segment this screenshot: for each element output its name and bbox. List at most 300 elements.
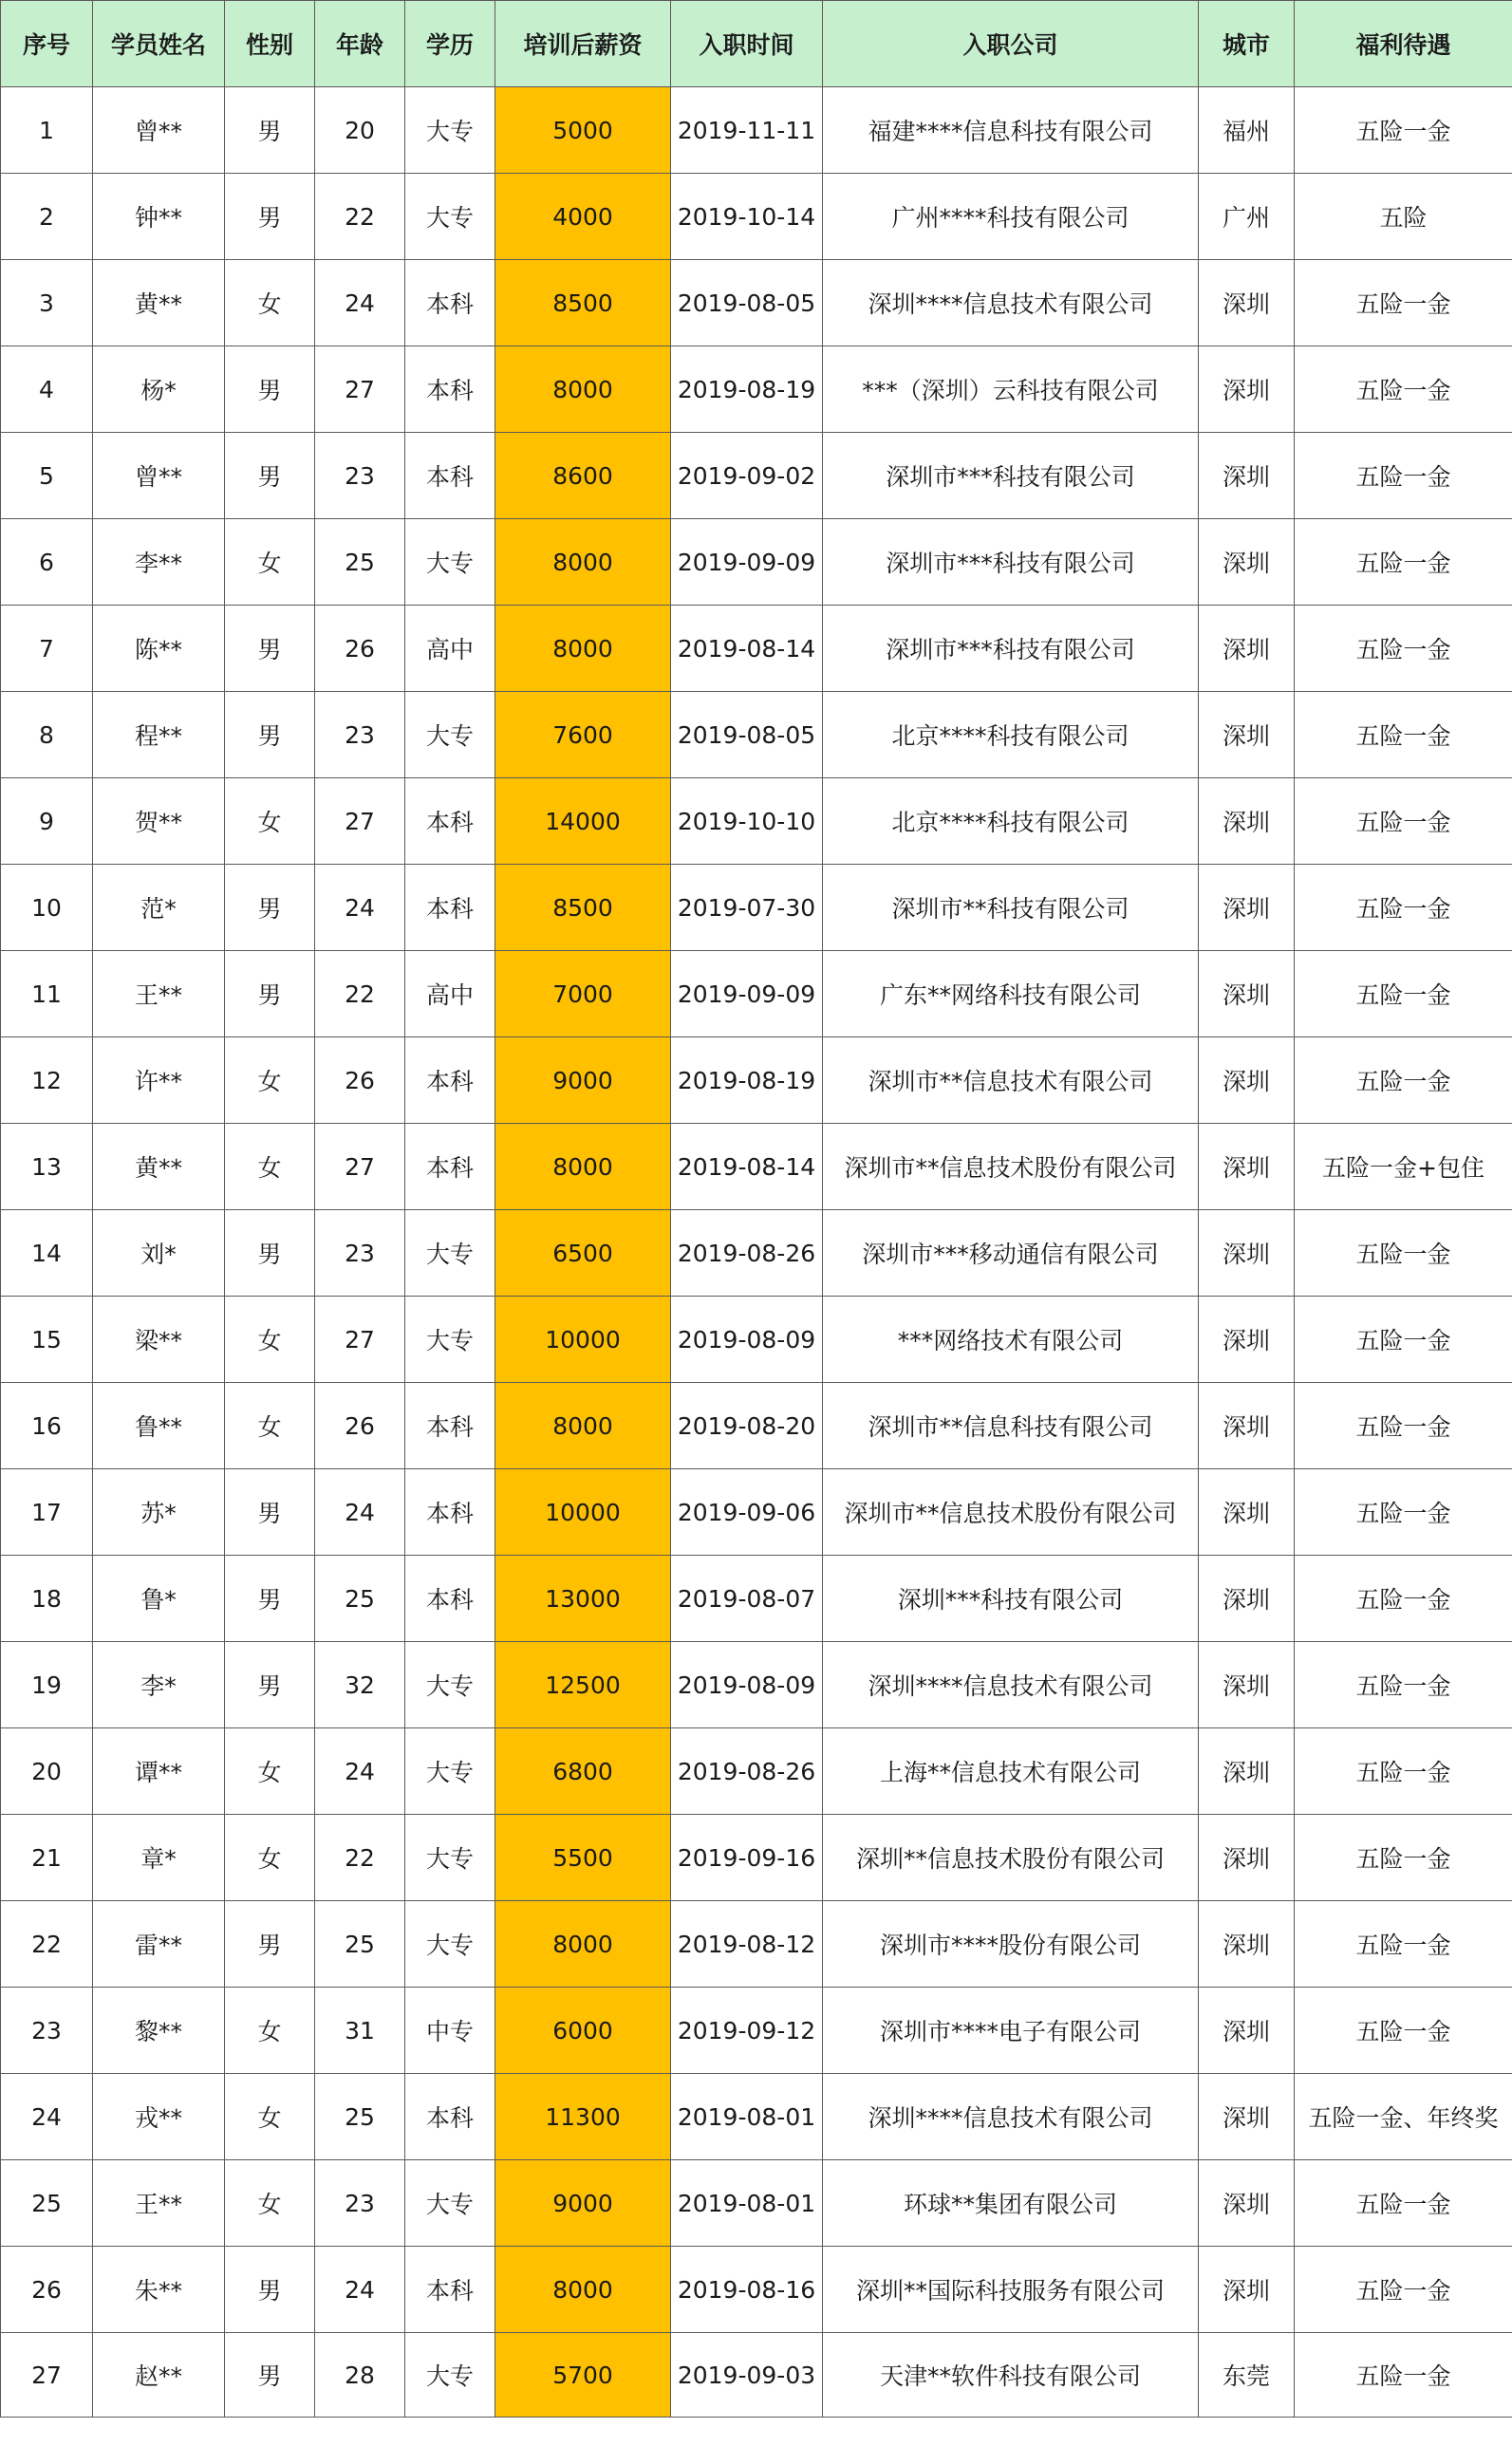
cell-company: 深圳市**信息科技有限公司 [823,1383,1199,1469]
cell-benefits: 五险一金 [1295,951,1512,1037]
cell-city: 广州 [1199,174,1295,260]
cell-benefits: 五险 [1295,174,1512,260]
cell-gender: 男 [225,1469,315,1556]
cell-salary: 8000 [495,2247,671,2333]
cell-index: 7 [1,606,93,692]
cell-city: 深圳 [1199,346,1295,433]
cell-hire-date: 2019-09-02 [671,433,823,519]
cell-benefits: 五险一金 [1295,1728,1512,1815]
cell-hire-date: 2019-08-26 [671,1210,823,1297]
cell-hire-date: 2019-11-11 [671,87,823,174]
cell-education: 本科 [405,2074,495,2160]
cell-city: 深圳 [1199,1037,1295,1124]
cell-city: 深圳 [1199,1728,1295,1815]
cell-education: 本科 [405,1124,495,1210]
cell-benefits: 五险一金 [1295,87,1512,174]
cell-index: 21 [1,1815,93,1901]
cell-benefits: 五险一金 [1295,2160,1512,2247]
cell-name: 戎** [93,2074,225,2160]
cell-benefits: 五险一金 [1295,519,1512,606]
table-body [1,87,1512,2418]
column-header-company: 入职公司 [823,1,1199,87]
table-row [1,2333,1512,2418]
cell-company: 深圳***科技有限公司 [823,1556,1199,1642]
cell-age: 23 [315,2160,405,2247]
table-row [1,1815,1512,1901]
cell-hire-date: 2019-08-16 [671,2247,823,2333]
cell-education: 本科 [405,2247,495,2333]
cell-age: 27 [315,346,405,433]
cell-education: 大专 [405,1815,495,1901]
cell-city: 深圳 [1199,1124,1295,1210]
cell-age: 23 [315,692,405,778]
cell-gender: 男 [225,2333,315,2418]
cell-company: 深圳**国际科技服务有限公司 [823,2247,1199,2333]
cell-benefits: 五险一金 [1295,1988,1512,2074]
cell-education: 本科 [405,778,495,865]
cell-benefits: 五险一金 [1295,260,1512,346]
cell-index: 9 [1,778,93,865]
table-row [1,606,1512,692]
table-row [1,87,1512,174]
cell-gender: 女 [225,2074,315,2160]
cell-index: 11 [1,951,93,1037]
cell-benefits: 五险一金+包住 [1295,1124,1512,1210]
cell-hire-date: 2019-08-05 [671,260,823,346]
cell-name: 谭** [93,1728,225,1815]
cell-age: 23 [315,433,405,519]
cell-salary: 8000 [495,1901,671,1988]
cell-city: 深圳 [1199,2247,1295,2333]
cell-age: 25 [315,2074,405,2160]
cell-salary: 4000 [495,174,671,260]
cell-gender: 女 [225,1124,315,1210]
cell-gender: 女 [225,2160,315,2247]
cell-company: 深圳市***移动通信有限公司 [823,1210,1199,1297]
cell-company: 北京****科技有限公司 [823,778,1199,865]
cell-benefits: 五险一金 [1295,2247,1512,2333]
cell-benefits: 五险一金 [1295,1815,1512,1901]
cell-salary: 11300 [495,2074,671,2160]
cell-name: 王** [93,951,225,1037]
cell-hire-date: 2019-10-14 [671,174,823,260]
cell-city: 深圳 [1199,778,1295,865]
cell-salary: 5000 [495,87,671,174]
cell-salary: 8500 [495,865,671,951]
cell-age: 27 [315,1124,405,1210]
cell-name: 许** [93,1037,225,1124]
cell-salary: 8000 [495,606,671,692]
cell-education: 大专 [405,1210,495,1297]
cell-company: 深圳****信息技术有限公司 [823,2074,1199,2160]
cell-salary: 9000 [495,1037,671,1124]
cell-index: 3 [1,260,93,346]
cell-name: 王** [93,2160,225,2247]
cell-gender: 男 [225,1901,315,1988]
cell-name: 苏* [93,1469,225,1556]
table-row [1,1383,1512,1469]
table-row [1,433,1512,519]
cell-salary: 7000 [495,951,671,1037]
cell-name: 钟** [93,174,225,260]
cell-company: 深圳市***科技有限公司 [823,433,1199,519]
cell-company: 深圳市**科技有限公司 [823,865,1199,951]
cell-salary: 5500 [495,1815,671,1901]
cell-age: 27 [315,1297,405,1383]
cell-gender: 女 [225,519,315,606]
cell-name: 陈** [93,606,225,692]
cell-benefits: 五险一金 [1295,2333,1512,2418]
table-row [1,1988,1512,2074]
cell-index: 12 [1,1037,93,1124]
cell-salary: 8000 [495,1383,671,1469]
table-row [1,951,1512,1037]
cell-index: 10 [1,865,93,951]
cell-name: 黄** [93,260,225,346]
cell-company: 深圳市****电子有限公司 [823,1988,1199,2074]
cell-benefits: 五险一金 [1295,1383,1512,1469]
cell-index: 26 [1,2247,93,2333]
cell-name: 贺** [93,778,225,865]
cell-name: 杨* [93,346,225,433]
cell-index: 14 [1,1210,93,1297]
cell-city: 深圳 [1199,519,1295,606]
cell-company: ***（深圳）云科技有限公司 [823,346,1199,433]
cell-hire-date: 2019-09-09 [671,951,823,1037]
cell-hire-date: 2019-09-06 [671,1469,823,1556]
cell-name: 曾** [93,87,225,174]
cell-education: 大专 [405,692,495,778]
cell-name: 刘* [93,1210,225,1297]
cell-company: 深圳市**信息技术股份有限公司 [823,1124,1199,1210]
cell-city: 福州 [1199,87,1295,174]
cell-company: 深圳**信息技术股份有限公司 [823,1815,1199,1901]
cell-hire-date: 2019-08-19 [671,346,823,433]
column-header-education: 学历 [405,1,495,87]
column-header-index: 序号 [1,1,93,87]
cell-city: 深圳 [1199,865,1295,951]
table-row [1,1124,1512,1210]
table-row [1,2074,1512,2160]
cell-index: 25 [1,2160,93,2247]
cell-salary: 8000 [495,1124,671,1210]
cell-name: 黄** [93,1124,225,1210]
cell-salary: 8000 [495,346,671,433]
cell-name: 赵** [93,2333,225,2418]
cell-gender: 男 [225,2247,315,2333]
cell-salary: 12500 [495,1642,671,1728]
cell-index: 20 [1,1728,93,1815]
cell-company: 上海**信息技术有限公司 [823,1728,1199,1815]
cell-age: 27 [315,778,405,865]
table-header [1,1,1512,87]
cell-company: 环球**集团有限公司 [823,2160,1199,2247]
cell-education: 高中 [405,951,495,1037]
cell-age: 22 [315,951,405,1037]
cell-index: 24 [1,2074,93,2160]
table-row [1,2160,1512,2247]
cell-hire-date: 2019-09-12 [671,1988,823,2074]
cell-company: 深圳市***科技有限公司 [823,519,1199,606]
cell-education: 本科 [405,1556,495,1642]
cell-age: 25 [315,519,405,606]
cell-education: 本科 [405,1383,495,1469]
table-row [1,1469,1512,1556]
cell-gender: 男 [225,951,315,1037]
cell-gender: 女 [225,1988,315,2074]
cell-gender: 男 [225,865,315,951]
cell-education: 大专 [405,519,495,606]
cell-salary: 6500 [495,1210,671,1297]
cell-benefits: 五险一金 [1295,865,1512,951]
cell-salary: 6000 [495,1988,671,2074]
cell-index: 1 [1,87,93,174]
cell-hire-date: 2019-09-16 [671,1815,823,1901]
cell-city: 深圳 [1199,2160,1295,2247]
cell-index: 15 [1,1297,93,1383]
cell-education: 本科 [405,433,495,519]
cell-index: 19 [1,1642,93,1728]
column-header-gender: 性别 [225,1,315,87]
cell-salary: 7600 [495,692,671,778]
cell-name: 鲁* [93,1556,225,1642]
cell-benefits: 五险一金 [1295,606,1512,692]
cell-benefits: 五险一金 [1295,1469,1512,1556]
cell-gender: 女 [225,1815,315,1901]
table-row [1,1210,1512,1297]
cell-company: 广州****科技有限公司 [823,174,1199,260]
cell-benefits: 五险一金 [1295,1901,1512,1988]
cell-salary: 10000 [495,1469,671,1556]
cell-company: 深圳市***科技有限公司 [823,606,1199,692]
cell-name: 李* [93,1642,225,1728]
cell-salary: 8600 [495,433,671,519]
cell-name: 梁** [93,1297,225,1383]
cell-hire-date: 2019-08-12 [671,1901,823,1988]
cell-company: 深圳市**信息技术有限公司 [823,1037,1199,1124]
cell-city: 深圳 [1199,1556,1295,1642]
cell-gender: 男 [225,346,315,433]
cell-index: 2 [1,174,93,260]
cell-hire-date: 2019-09-09 [671,519,823,606]
cell-gender: 女 [225,1037,315,1124]
cell-gender: 男 [225,433,315,519]
cell-hire-date: 2019-09-03 [671,2333,823,2418]
cell-name: 章* [93,1815,225,1901]
cell-company: 北京****科技有限公司 [823,692,1199,778]
cell-age: 25 [315,1901,405,1988]
table-row [1,1556,1512,1642]
cell-education: 大专 [405,87,495,174]
cell-education: 高中 [405,606,495,692]
cell-index: 6 [1,519,93,606]
cell-benefits: 五险一金 [1295,1642,1512,1728]
cell-benefits: 五险一金 [1295,433,1512,519]
cell-city: 深圳 [1199,951,1295,1037]
cell-age: 20 [315,87,405,174]
cell-gender: 男 [225,606,315,692]
table-row [1,1037,1512,1124]
cell-gender: 男 [225,692,315,778]
cell-hire-date: 2019-08-20 [671,1383,823,1469]
cell-company: 深圳市****股份有限公司 [823,1901,1199,1988]
cell-index: 8 [1,692,93,778]
cell-hire-date: 2019-08-19 [671,1037,823,1124]
cell-name: 雷** [93,1901,225,1988]
cell-salary: 6800 [495,1728,671,1815]
cell-education: 大专 [405,1901,495,1988]
cell-company: 深圳****信息技术有限公司 [823,1642,1199,1728]
column-header-benefits: 福利待遇 [1295,1,1512,87]
cell-hire-date: 2019-08-14 [671,606,823,692]
cell-index: 18 [1,1556,93,1642]
table-row [1,174,1512,260]
cell-education: 本科 [405,1469,495,1556]
cell-benefits: 五险一金、年终奖 [1295,2074,1512,2160]
cell-hire-date: 2019-08-01 [671,2074,823,2160]
cell-salary: 13000 [495,1556,671,1642]
cell-education: 本科 [405,865,495,951]
cell-salary: 10000 [495,1297,671,1383]
cell-company: 福建****信息科技有限公司 [823,87,1199,174]
cell-city: 深圳 [1199,606,1295,692]
table-row [1,692,1512,778]
cell-salary: 14000 [495,778,671,865]
cell-name: 朱** [93,2247,225,2333]
table-row [1,519,1512,606]
cell-education: 大专 [405,2333,495,2418]
cell-city: 深圳 [1199,1383,1295,1469]
table-row [1,2247,1512,2333]
cell-hire-date: 2019-08-09 [671,1297,823,1383]
cell-gender: 男 [225,174,315,260]
table-row [1,778,1512,865]
cell-index: 5 [1,433,93,519]
header-row [1,1,1512,87]
cell-salary: 5700 [495,2333,671,2418]
cell-education: 大专 [405,1728,495,1815]
cell-hire-date: 2019-07-30 [671,865,823,951]
cell-index: 17 [1,1469,93,1556]
cell-age: 24 [315,260,405,346]
table-row [1,260,1512,346]
cell-city: 深圳 [1199,1815,1295,1901]
cell-gender: 女 [225,1297,315,1383]
cell-city: 深圳 [1199,1988,1295,2074]
table-row [1,1901,1512,1988]
cell-age: 32 [315,1642,405,1728]
cell-education: 大专 [405,1297,495,1383]
table-row [1,865,1512,951]
cell-index: 13 [1,1124,93,1210]
cell-company: 深圳市**信息技术股份有限公司 [823,1469,1199,1556]
column-header-hire-date: 入职时间 [671,1,823,87]
table-row [1,346,1512,433]
cell-gender: 男 [225,87,315,174]
cell-education: 中专 [405,1988,495,2074]
cell-city: 深圳 [1199,433,1295,519]
cell-education: 本科 [405,1037,495,1124]
cell-education: 大专 [405,1642,495,1728]
cell-hire-date: 2019-10-10 [671,778,823,865]
cell-name: 曾** [93,433,225,519]
column-header-age: 年龄 [315,1,405,87]
table-row [1,1728,1512,1815]
cell-education: 大专 [405,174,495,260]
cell-education: 本科 [405,346,495,433]
cell-salary: 9000 [495,2160,671,2247]
cell-city: 深圳 [1199,260,1295,346]
cell-benefits: 五险一金 [1295,778,1512,865]
cell-age: 26 [315,1037,405,1124]
cell-name: 程** [93,692,225,778]
cell-hire-date: 2019-08-01 [671,2160,823,2247]
cell-salary: 8500 [495,260,671,346]
cell-age: 24 [315,865,405,951]
cell-city: 深圳 [1199,1901,1295,1988]
cell-gender: 女 [225,260,315,346]
cell-benefits: 五险一金 [1295,1210,1512,1297]
cell-benefits: 五险一金 [1295,692,1512,778]
cell-age: 23 [315,1210,405,1297]
cell-hire-date: 2019-08-26 [671,1728,823,1815]
cell-hire-date: 2019-08-09 [671,1642,823,1728]
cell-company: ***网络技术有限公司 [823,1297,1199,1383]
cell-education: 大专 [405,2160,495,2247]
cell-index: 16 [1,1383,93,1469]
cell-education: 本科 [405,260,495,346]
column-header-city: 城市 [1199,1,1295,87]
cell-age: 22 [315,1815,405,1901]
cell-city: 深圳 [1199,692,1295,778]
cell-name: 李** [93,519,225,606]
table-row [1,1297,1512,1383]
cell-benefits: 五险一金 [1295,346,1512,433]
cell-name: 鲁** [93,1383,225,1469]
cell-benefits: 五险一金 [1295,1556,1512,1642]
cell-age: 31 [315,1988,405,2074]
cell-index: 23 [1,1988,93,2074]
cell-name: 黎** [93,1988,225,2074]
cell-city: 深圳 [1199,1210,1295,1297]
cell-age: 28 [315,2333,405,2418]
cell-city: 深圳 [1199,1297,1295,1383]
cell-benefits: 五险一金 [1295,1037,1512,1124]
cell-age: 26 [315,1383,405,1469]
cell-age: 24 [315,1469,405,1556]
table-row [1,1642,1512,1728]
cell-benefits: 五险一金 [1295,1297,1512,1383]
cell-age: 24 [315,2247,405,2333]
cell-age: 22 [315,174,405,260]
cell-city: 深圳 [1199,2074,1295,2160]
cell-hire-date: 2019-08-07 [671,1556,823,1642]
cell-hire-date: 2019-08-14 [671,1124,823,1210]
cell-index: 4 [1,346,93,433]
cell-company: 深圳****信息技术有限公司 [823,260,1199,346]
cell-city: 东莞 [1199,2333,1295,2418]
cell-city: 深圳 [1199,1642,1295,1728]
cell-name: 范* [93,865,225,951]
cell-gender: 男 [225,1556,315,1642]
cell-city: 深圳 [1199,1469,1295,1556]
cell-company: 广东**网络科技有限公司 [823,951,1199,1037]
cell-gender: 男 [225,1642,315,1728]
cell-salary: 8000 [495,519,671,606]
cell-hire-date: 2019-08-05 [671,692,823,778]
cell-gender: 男 [225,1210,315,1297]
cell-gender: 女 [225,1383,315,1469]
